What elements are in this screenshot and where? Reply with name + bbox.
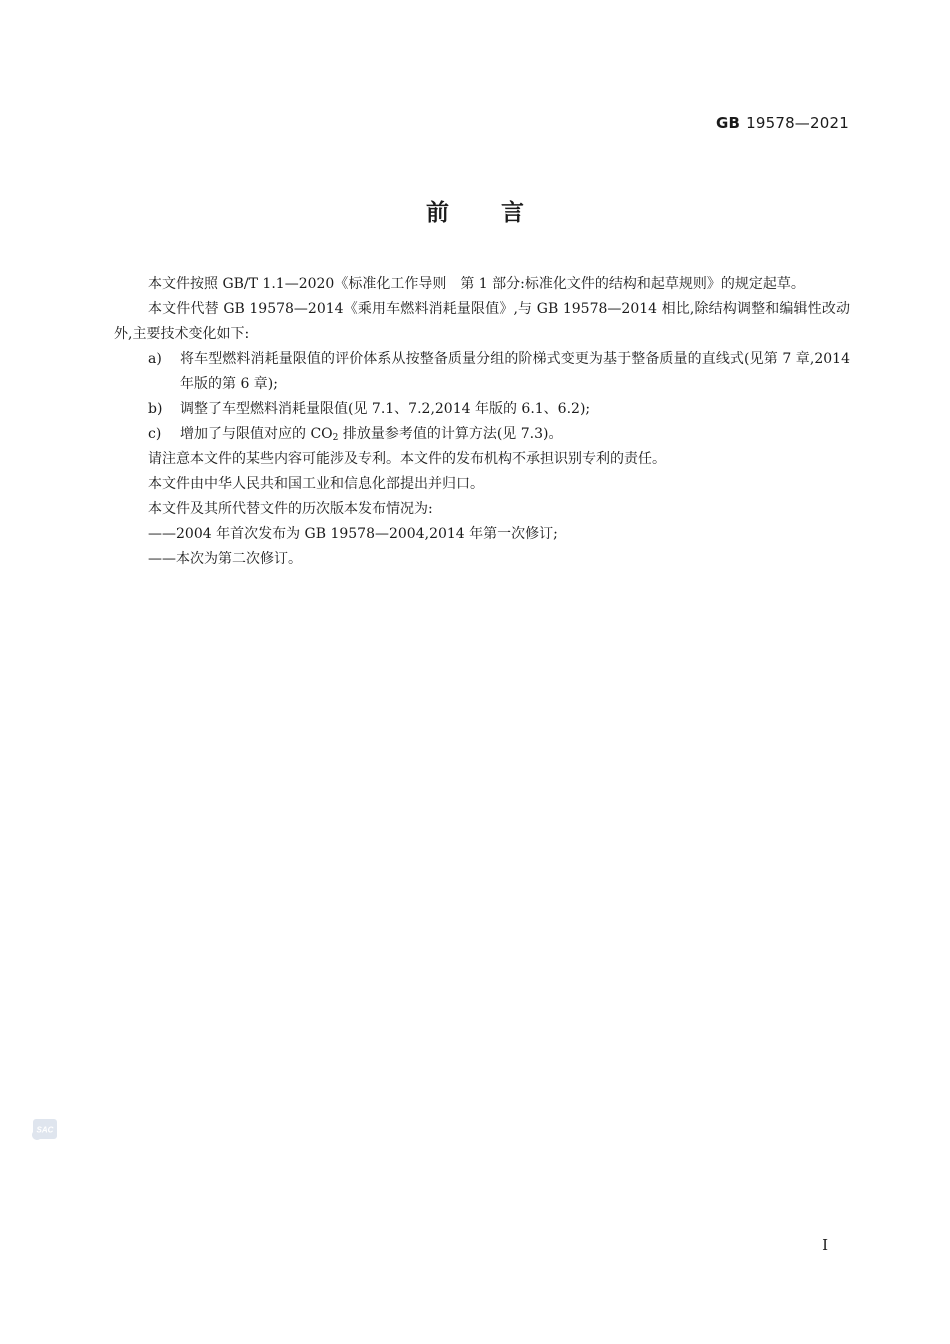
list-item-change-c: [114, 422, 850, 447]
list-marker: a): [148, 351, 162, 367]
page-title: 前言: [426, 200, 576, 226]
history-item: ——本次为第二次修订。: [148, 551, 302, 567]
page-number: I: [822, 1236, 828, 1254]
paragraph-replacement: 本文件代替 GB 19578—2014《乘用车燃料消耗量限值》,与 GB 19578—2014 相比,除结构调整和编辑性改动外,主要技术变化如下:: [114, 301, 850, 342]
paragraph-history-intro: 本文件及其所代替文件的历次版本发布情况为:: [148, 501, 433, 517]
list-marker: b): [148, 401, 163, 417]
standard-code: [716, 114, 849, 132]
list-item-text: 调整了车型燃料消耗量限值(见 7.1、7.2,2014 年版的 6.1、6.2);: [180, 401, 591, 417]
foreword-body: [114, 272, 850, 572]
list-item-change-b: [114, 397, 850, 422]
watermark-text: SAC: [36, 1125, 54, 1135]
list-item-change-a: [114, 347, 850, 397]
text-before-subscript: 增加了与限值对应的 CO: [180, 426, 333, 442]
sac-logo-watermark: [32, 1117, 58, 1141]
history-item: ——2004 年首次发布为 GB 19578—2004,2014 年第一次修订;: [148, 526, 558, 542]
paragraph-patent-notice: 请注意本文件的某些内容可能涉及专利。本文件的发布机构不承担识别专利的责任。: [148, 451, 666, 467]
list-marker: c): [148, 426, 162, 442]
paragraph-drafting-rule: 本文件按照 GB/T 1.1—2020《标准化工作导则 第 1 部分:标准化文件的结构和起草规则》的规定起草。: [148, 276, 805, 292]
standard-number: 19578—2021: [746, 114, 849, 132]
standard-prefix: GB: [715, 114, 741, 132]
co2-subscript: 2: [332, 433, 339, 443]
text-after-subscript: 排放量参考值的计算方法(见 7.3)。: [338, 426, 563, 442]
list-item-text: 将车型燃料消耗量限值的评价体系从按整备质量分组的阶梯式变更为基于整备质量的直线式(见第 7 章,2014 年版的第 6 章);: [180, 351, 850, 392]
paragraph-proposer: 本文件由中华人民共和国工业和信息化部提出并归口。: [148, 476, 484, 492]
list-item-text: [180, 426, 562, 442]
